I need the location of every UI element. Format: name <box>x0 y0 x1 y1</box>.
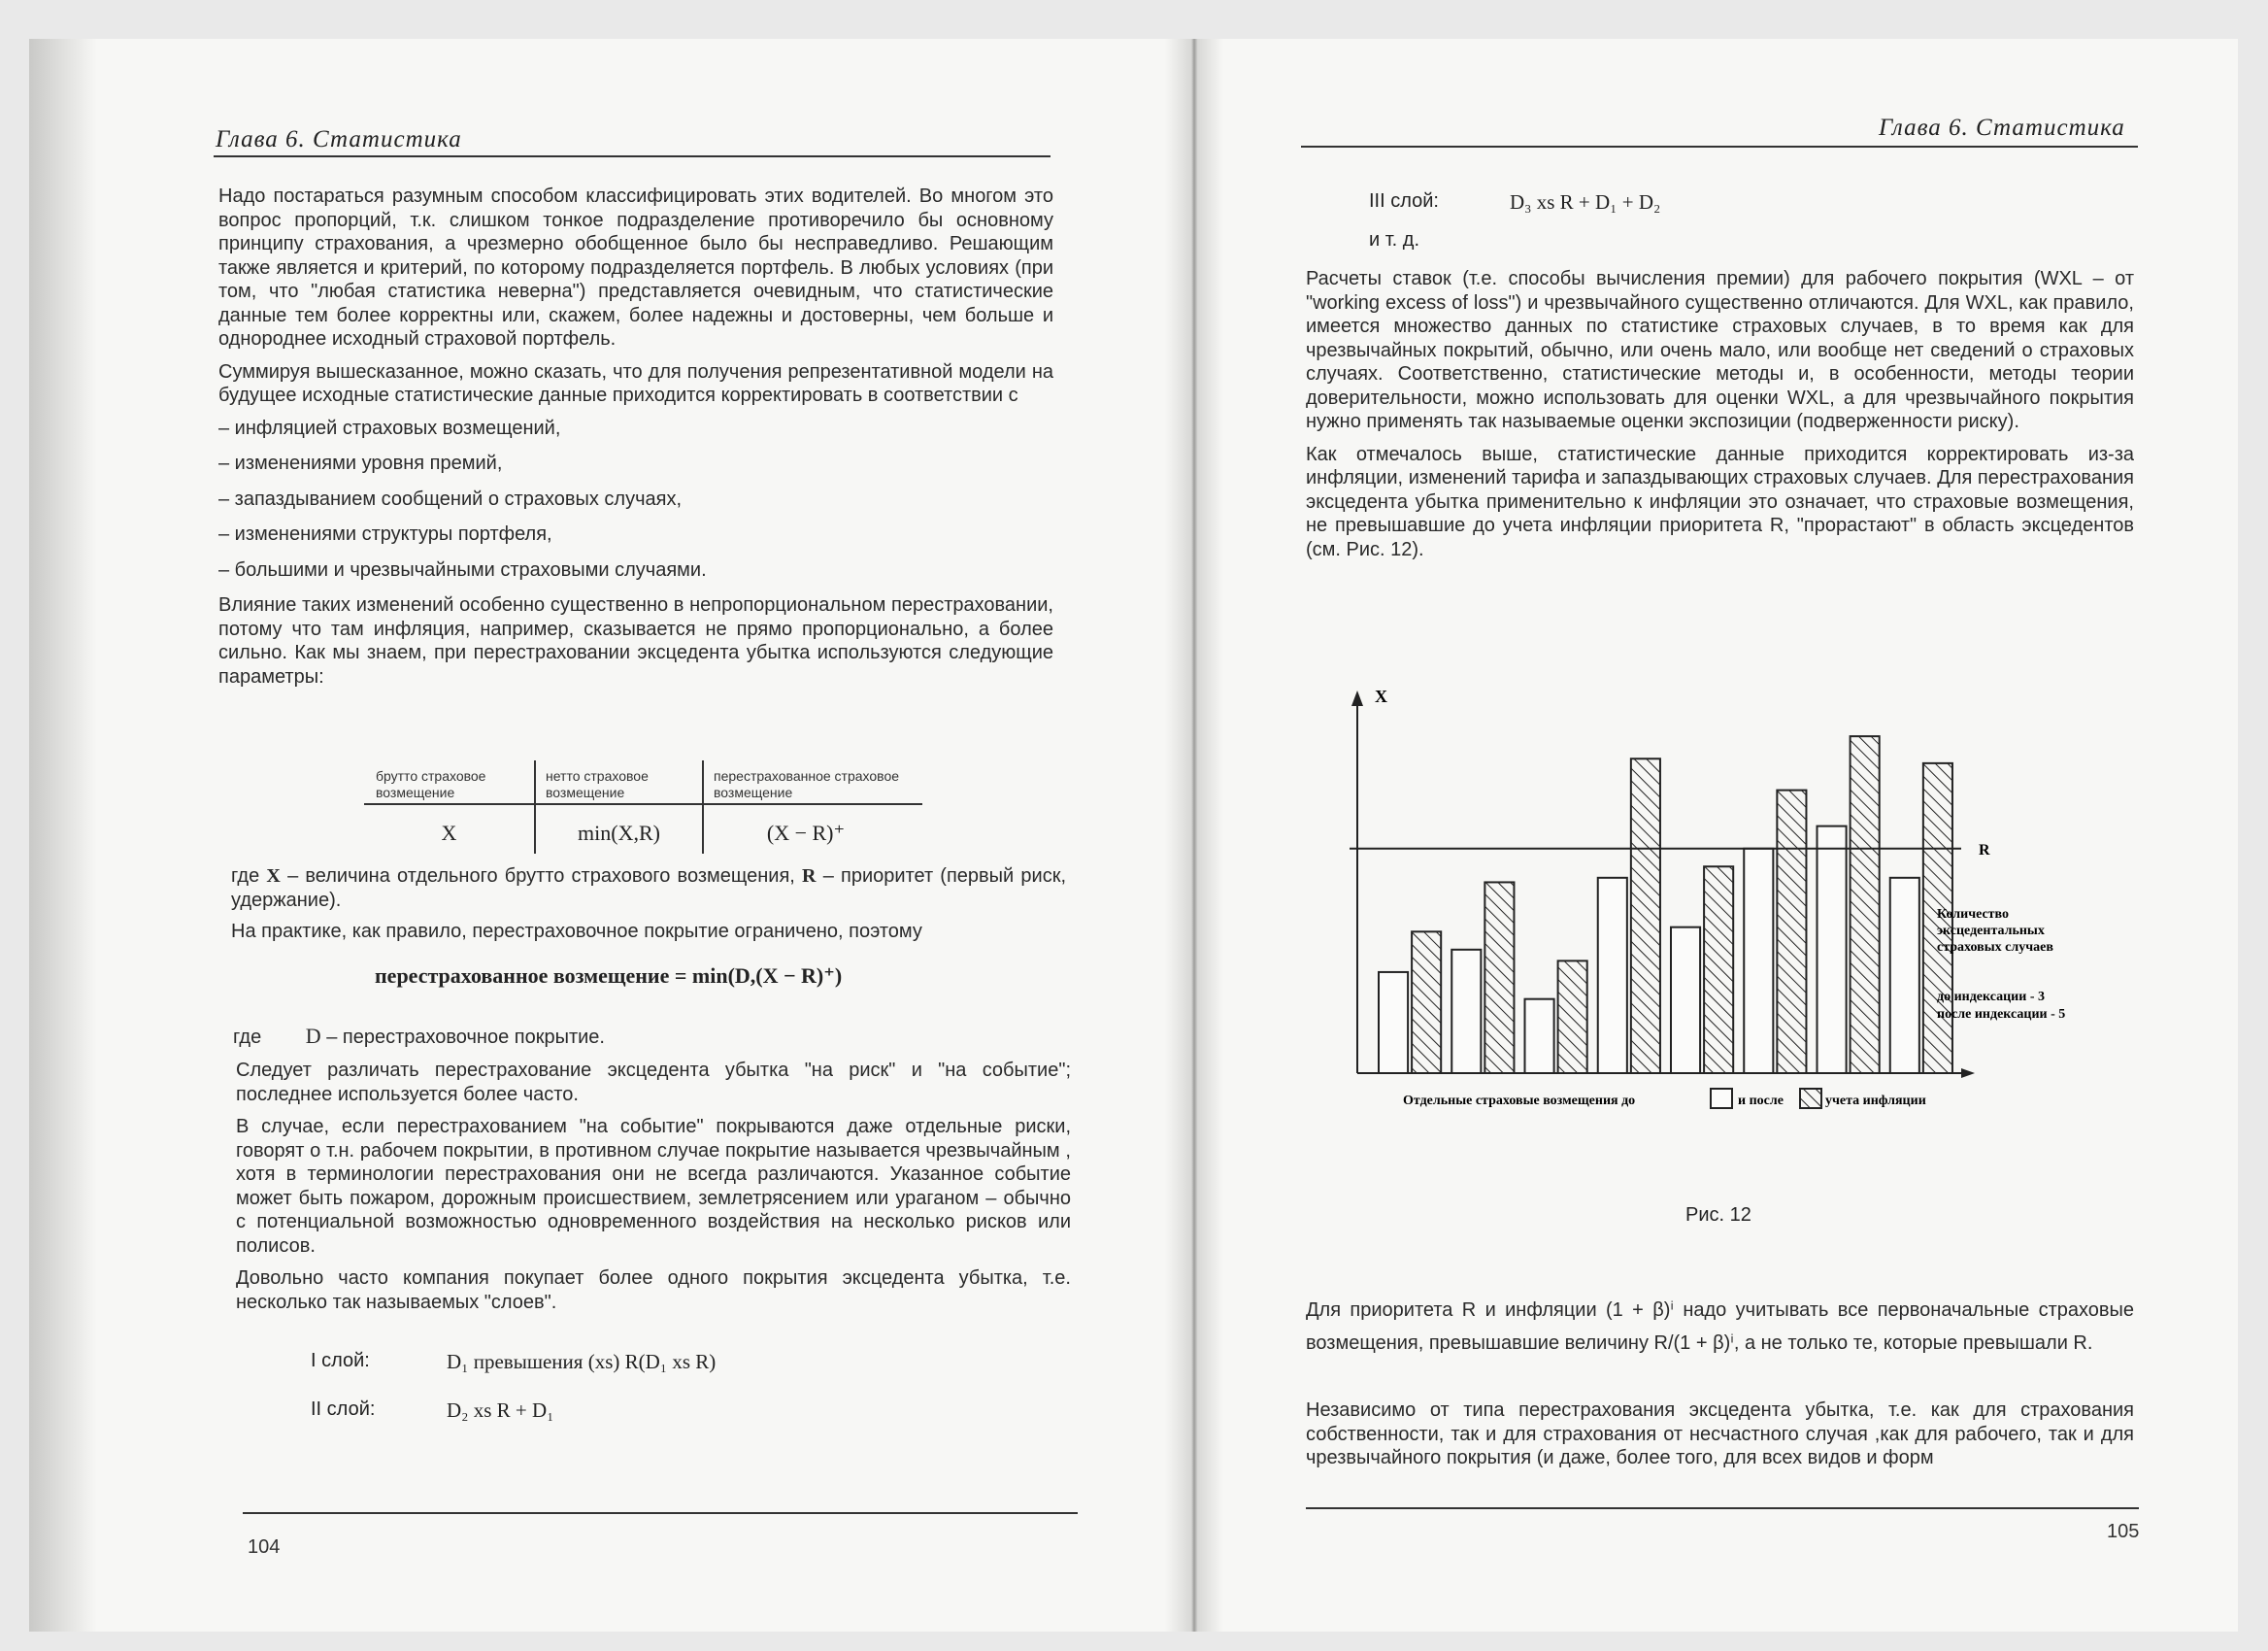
annotation-title-line: эксцедентальных <box>1937 924 2045 938</box>
table-header: нетто страховое возмещение <box>546 768 649 800</box>
bar-before <box>1379 972 1408 1073</box>
reinsured-formula: перестрахованное возмещение = min(D,(X − R)⁺) <box>375 963 843 988</box>
annotation-title-line: страховых случаев <box>1937 940 2053 955</box>
layer-formula: D₃ xs R + D₁ + D₂ <box>1510 190 1661 214</box>
bar-before <box>1598 878 1627 1073</box>
symbol-r: R <box>802 865 817 887</box>
legend-swatch-after <box>1800 1089 1821 1108</box>
bar-before <box>1744 849 1773 1073</box>
table-header: брутто страховое возмещение <box>376 768 486 800</box>
layer-formula: D₂ xs R + D₁ <box>447 1398 554 1422</box>
left-text-column <box>218 185 1053 697</box>
bar-after <box>1484 882 1514 1073</box>
layer-label: II слой: <box>311 1398 376 1420</box>
paragraph: Довольно часто компания покупает более одного покрытия эксцедента убытка, т.е. несколько так называемых "слоев". <box>236 1267 1071 1313</box>
annotation-count: после индексации - 5 <box>1937 1007 2066 1022</box>
definition-text: – перестраховочное покрытие. <box>326 1027 605 1048</box>
right-header-rule <box>1301 146 2138 148</box>
figure-caption: Рис. 12 <box>1685 1204 1751 1226</box>
paragraph: Суммируя вышесказанное, можно сказать, что для получения репрезентативной модели на будущее исходные статистические данные приходится корректировать в соответствии с <box>218 360 1053 406</box>
table-cell: X <box>441 821 457 845</box>
threshold-label: R <box>1979 841 1990 859</box>
where-x-definition <box>231 864 1066 912</box>
definition-text: – величина отдельного брутто страхового возмещения, <box>287 865 795 887</box>
parameter-table <box>364 751 922 858</box>
paragraph: На практике, как правило, перестраховочное покрытие ограничено, поэтому <box>231 921 922 942</box>
paragraph: Независимо от типа перестрахования эксцедента убытка, т.е. как для страхования собственности, так и для страхования от несчастного случая ,как для рабочего, так и для чрезвычайного покрытия (и даже, более того, для всех видов и форм <box>1306 1399 2134 1468</box>
layers-list <box>311 1345 990 1432</box>
where-word: где <box>231 865 260 887</box>
list-item: – инфляцией страховых возмещений, <box>218 417 561 439</box>
paragraph: Влияние таких изменений особенно существенно в непропорциональном перестраховании, потому что там инфляция, например, сказывается не прямо пропорционально, а более сильно. Как мы знаем, при перестраховании эксцедента убытка используются следующие параметры: <box>218 594 1053 688</box>
left-text-column-lower <box>236 1059 1071 1323</box>
left-page-number: 104 <box>248 1536 281 1558</box>
left-edge-shadow <box>29 39 97 1632</box>
etc-text: и т. д. <box>1369 229 1420 251</box>
symbol-d: D <box>305 1024 321 1048</box>
bar-after <box>1558 960 1587 1073</box>
paragraph: Как отмечалось выше, статистические данные приходится корректировать из-за инфляции, изменений тарифа и запаздывающих страховых случаев. Для перестрахования эксцедента убытка применительно к инфляции это означает, что страховые возмещения, не превышавшие до учета инфляции приоритета R, "прорастают" в область эксцедентов (см. Рис. 12). <box>1306 443 2134 560</box>
bar-after <box>1851 736 1880 1073</box>
right-page-number: 105 <box>2107 1521 2140 1542</box>
bar-after <box>1777 791 1806 1073</box>
right-footer-rule <box>1306 1507 2139 1509</box>
left-footer-rule <box>243 1512 1078 1514</box>
layer-formula: D₁ превышения (xs) R(D₁ xs R) <box>447 1350 717 1373</box>
inflation-bar-chart <box>1350 660 2146 1146</box>
where-word: где <box>233 1027 262 1048</box>
annotation-count: до индексации - 3 <box>1937 990 2045 1004</box>
left-running-header: Глава 6. Статистика <box>216 126 462 152</box>
paragraph: Надо постараться разумным способом классифицировать этих водителей. Во многом это вопрос пропорций, т.к. слишком тонкое подразделение противоречило бы основному принципу страхования, а чрезмерно обобщенное было бы несправедливо. Решающим также является и критерий, по которому подразделяется портфель. В любых условиях (при том, что "любая статистика неверна") представляется очевидным, что статистические данные тем более корректны или, скажем, более надежны и достоверны, чем больше и однороднее исходный страховой портфель. <box>218 185 1053 350</box>
bar-after <box>1704 866 1733 1073</box>
book-spine <box>1165 39 1223 1632</box>
paragraph: В случае, если перестрахованием "на событие" покрываются даже отдельные риски, говорят о т.н. рабочем покрытии, в противном случае покрытие называется чрезвычайным , хотя в терминологии перестрахования они не всегда различаются. Указанное событие может быть пожаром, дорожным происшествием, землетрясением или ураганом – обычно с потенциальной возможностью одновременного воздействия на несколько рисков или полисов. <box>236 1116 1071 1257</box>
bar-after <box>1412 931 1441 1073</box>
paragraph: Расчеты ставок (т.е. способы вычисления премии) для рабочего покрытия (WXL – от "working excess of loss") и чрезвычайного существенно отличаются. Для WXL, как правило, имеется множество данных по статистике страховых случаев, в то время как для чрезвычайных покрытий, обычно, или очень мало, или вообще нет сведений о страховых случаях. Соответственно, статистические методы и, в особенности, методы теории доверительности, можно использовать для оценки WXL, а для чрезвычайного покрытия нужно применять так называемые оценки экспозиции (подверженности риску). <box>1306 268 2134 432</box>
bar-before <box>1451 950 1481 1073</box>
bar-before <box>1525 999 1554 1073</box>
list-item: – большими и чрезвычайными страховыми случаями. <box>218 558 707 581</box>
right-running-header: Глава 6. Статистика <box>1879 115 2125 141</box>
layer-label: III слой: <box>1369 190 1439 212</box>
table-cell: (X − R)⁺ <box>766 821 846 845</box>
list-item: – изменениями уровня премий, <box>218 453 503 474</box>
list-item: – изменениями структуры портфеля, <box>218 523 552 545</box>
symbol-x: X <box>266 865 281 887</box>
definition-text: – приоритет (первый риск, удержание). <box>231 865 1067 911</box>
x-axis-label-before: Отдельные страховые возмещения до <box>1403 1094 1636 1108</box>
layer-3 <box>1369 190 2049 258</box>
y-axis-label: X <box>1375 687 1387 706</box>
x-axis-label-middle: и после <box>1738 1094 1784 1108</box>
paragraph: Следует различать перестрахование эксцедента убытка "на риск" и "на событие"; последнее используется более часто. <box>236 1060 1071 1105</box>
y-axis-arrow <box>1351 691 1363 706</box>
bar-after <box>1631 758 1660 1073</box>
x-axis-arrow <box>1961 1068 1975 1078</box>
where-d-definition <box>233 1025 1068 1050</box>
bar-before <box>1671 927 1700 1073</box>
annotation-title-line: Количество <box>1937 907 2010 922</box>
table-header: перестрахованное страховое возмещение <box>714 768 900 800</box>
left-header-rule <box>214 155 1051 157</box>
x-axis-label-after: учета инфляции <box>1825 1094 1926 1108</box>
bar-before <box>1890 878 1919 1073</box>
right-text-column <box>1306 267 2134 570</box>
bar-before <box>1818 826 1847 1073</box>
legend-swatch-before <box>1711 1089 1732 1108</box>
table-cell: min(X,R) <box>578 821 660 845</box>
list-item: – запаздыванием сообщений о страховых случаях, <box>218 488 683 510</box>
table-rule <box>364 803 922 805</box>
paragraph: Для приоритета R и инфляции (1 + β)ⁱ надо учитывать все первоначальные страховые возмещения, превышавшие величину R/(1 + β)ⁱ, а не только те, которые превышали R. <box>1306 1299 2134 1354</box>
layer-label: I слой: <box>311 1350 370 1371</box>
